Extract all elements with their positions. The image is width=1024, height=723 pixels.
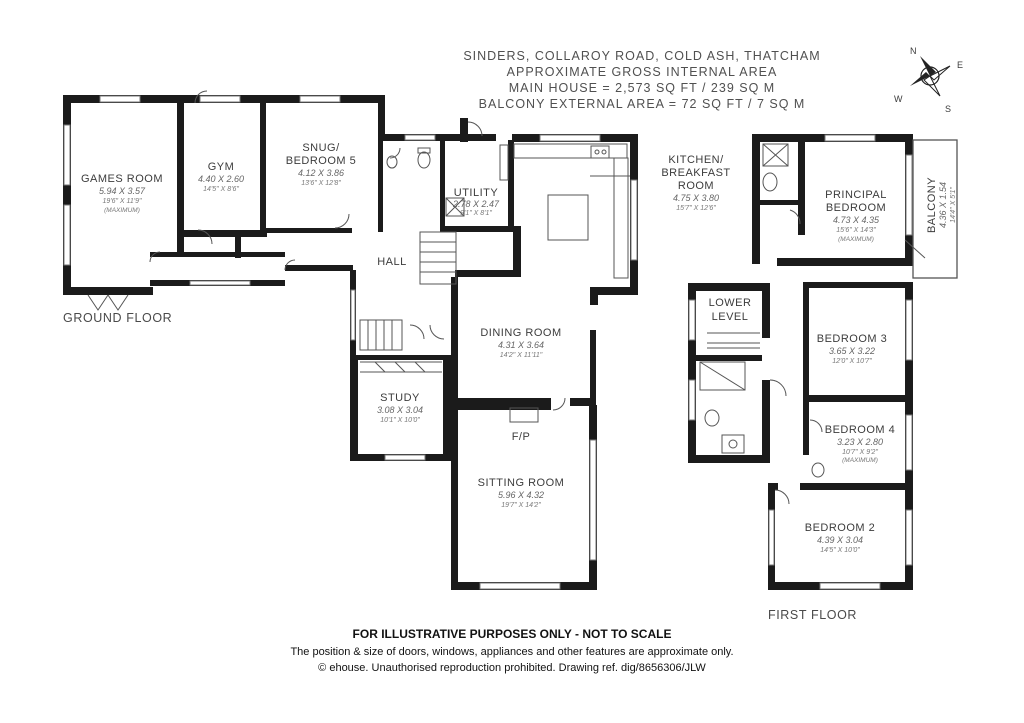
footer-copyright: © ehouse. Unauthorised reproduction prohibited. Drawing ref. dig/8656306/JLW <box>318 662 706 674</box>
room-lower-level <box>709 297 752 323</box>
room-dimensions-imperial: 10'7" X 9'2" <box>842 449 878 456</box>
header-balcony-area: BALCONY EXTERNAL AREA = 72 SQ FT / 7 SQ M <box>478 97 806 111</box>
room-hall <box>377 256 407 268</box>
room-bedroom-4 <box>825 424 896 464</box>
room-name-line2: BEDROOM 5 <box>285 155 357 167</box>
room-note: (MAXIMUM) <box>104 207 140 214</box>
header-main-house-area: MAIN HOUSE = 2,573 SQ FT / 239 SQ M <box>508 81 776 95</box>
room-name: BALCONY <box>926 176 938 234</box>
room-dimensions: 4.39 X 3.04 <box>816 535 864 545</box>
room-bedroom-2 <box>805 522 876 554</box>
room-name: BEDROOM 4 <box>824 424 896 436</box>
compass-icon <box>894 46 963 114</box>
room-name-line2: LEVEL <box>711 311 749 323</box>
room-note: (MAXIMUM) <box>838 236 874 243</box>
room-sitting <box>478 477 565 509</box>
room-dimensions: 4.36 X 1.54 <box>938 181 948 229</box>
room-dimensions-imperial: 19'7" X 14'2" <box>501 502 541 509</box>
room-fireplace <box>512 431 531 443</box>
room-kitchen <box>661 154 730 212</box>
room-balcony <box>926 177 957 233</box>
room-name: SITTING ROOM <box>477 477 565 489</box>
room-name: GAMES ROOM <box>80 173 164 185</box>
first-floor-label: FIRST FLOOR <box>768 608 858 622</box>
fireplace-label: F/P <box>511 431 531 443</box>
room-note: (MAXIMUM) <box>842 457 878 464</box>
room-name: GYM <box>207 161 235 173</box>
room-name-line2: BEDROOM <box>825 202 887 214</box>
ground-floor-label: GROUND FLOOR <box>63 311 173 325</box>
room-dimensions-imperial: 10'1" X 10'0" <box>380 417 420 424</box>
first-floor-fixtures <box>700 144 925 504</box>
room-dimensions: 3.65 X 3.22 <box>828 346 876 356</box>
room-dimensions: 4.73 X 4.35 <box>832 215 880 225</box>
room-snug <box>286 142 357 187</box>
room-name: UTILITY <box>453 187 499 199</box>
header-area-title: APPROXIMATE GROSS INTERNAL AREA <box>506 65 778 79</box>
compass-east: E <box>957 60 964 70</box>
room-name: STUDY <box>380 392 420 404</box>
room-dimensions-imperial: 14'5" X 8'6" <box>203 186 239 193</box>
room-dimensions: 4.12 X 3.86 <box>297 168 345 178</box>
room-name: PRINCIPAL <box>825 189 887 201</box>
compass-south: S <box>945 104 952 114</box>
room-dimensions-imperial: 19'6" X 11'9" <box>102 198 142 205</box>
header-address: SINDERS, COLLAROY ROAD, COLD ASH, THATCHAM <box>463 49 821 63</box>
room-name: BEDROOM 3 <box>816 333 888 345</box>
footer-disclaimer-title: FOR ILLUSTRATIVE PURPOSES ONLY - NOT TO SCALE <box>352 627 672 641</box>
room-name: HALL <box>377 256 407 268</box>
room-dimensions-imperial: 15'7" X 12'6" <box>676 205 716 212</box>
ground-floor-walls <box>63 95 638 590</box>
room-utility <box>452 187 500 217</box>
room-study <box>377 392 423 424</box>
room-name: BEDROOM 2 <box>804 522 876 534</box>
room-dimensions: 4.75 X 3.80 <box>672 193 720 203</box>
room-name: LOWER <box>708 297 752 309</box>
room-dining <box>480 327 561 359</box>
footer-disclaimer-text: The position & size of doors, windows, appliances and other features are approximate only. <box>290 646 734 658</box>
room-dimensions: 5.96 X 4.32 <box>497 490 545 500</box>
room-dimensions: 5.94 X 3.57 <box>98 186 146 196</box>
room-dimensions-imperial: 9'1" X 8'1" <box>460 210 492 217</box>
room-gym <box>198 161 244 193</box>
room-dimensions: 4.31 X 3.64 <box>497 340 545 350</box>
room-dimensions: 3.08 X 3.04 <box>376 405 424 415</box>
room-name: DINING ROOM <box>480 327 562 339</box>
room-name: KITCHEN/ <box>668 154 724 166</box>
room-games-room <box>81 173 163 214</box>
room-dimensions: 4.40 X 2.60 <box>197 174 245 184</box>
room-dimensions-imperial: 14'2" X 11'11" <box>499 352 543 359</box>
room-dimensions-imperial: 14'5" X 10'0" <box>820 547 860 554</box>
room-dimensions: 2.78 X 2.47 <box>452 199 500 209</box>
room-dimensions-imperial: 15'6" X 14'3" <box>836 227 876 234</box>
room-dimensions: 3.23 X 2.80 <box>836 437 884 447</box>
compass-north: N <box>910 46 917 56</box>
room-name: SNUG/ <box>302 142 340 154</box>
room-dimensions-imperial: 14'4" X 5'1" <box>950 187 957 223</box>
room-name-line2: BREAKFAST <box>661 167 731 179</box>
room-principal-bedroom <box>825 189 887 243</box>
room-bedroom-3 <box>817 333 888 365</box>
compass-west: W <box>894 94 903 104</box>
room-dimensions-imperial: 12'0" X 10'7" <box>832 358 872 365</box>
room-name-line3: ROOM <box>677 180 715 192</box>
room-dimensions-imperial: 13'6" X 12'8" <box>301 180 341 187</box>
